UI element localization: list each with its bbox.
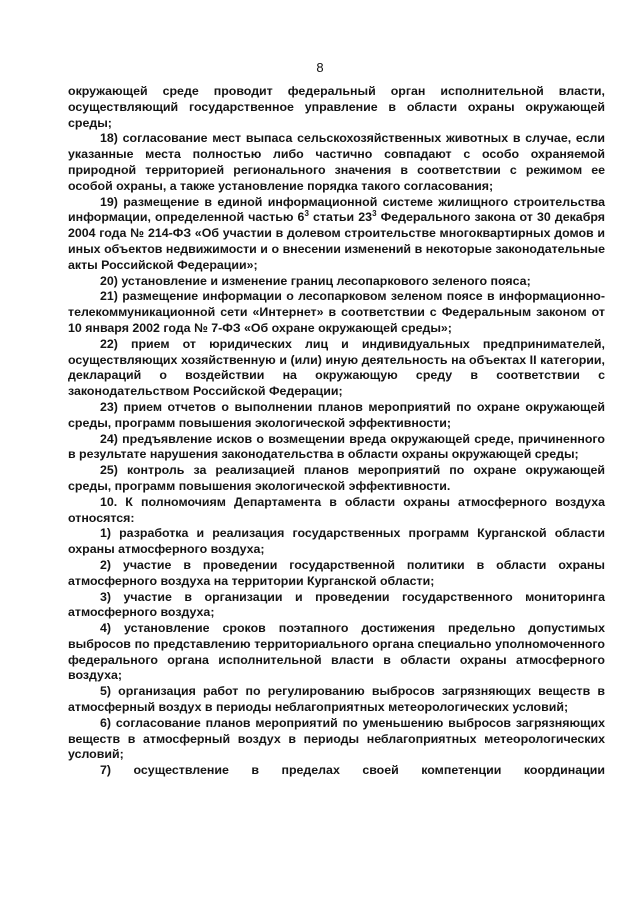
paragraph-subitem-5: 5) организация работ по регулированию выбросов загрязняющих веществ в атмосферный воздух в периоды неблагоприятных метеорологических условий;	[68, 684, 605, 715]
document-body	[68, 84, 605, 779]
paragraph-subitem-2: 2) участие в проведении государственной политики в области охраны атмосферного воздуха на территории Курганской области;	[68, 557, 605, 588]
paragraph-item-24: 24) предъявление исков о возмещении вреда окружающей среде, причиненного в результате нарушения законодательства в области охраны окружающей среды;	[68, 431, 605, 462]
paragraph-item-18: 18) согласование мест выпаса сельскохозяйственных животных в случае, если указанные места полностью либо частично совпадают с особо охраняемой природной территорией регионального значения в соответствии с режимом ее особой охраны, а также установление порядка такого согласования;	[68, 131, 605, 193]
paragraph-item-21: 21) размещение информации о лесопарковом зеленом поясе в информационно-телекоммуникационной сети «Интернет» в соответствии с Федеральным законом от 10 января 2002 года № 7-ФЗ «Об охране окружающей среды»;	[68, 289, 605, 335]
paragraph-item-22: 22) прием от юридических лиц и индивидуальных предпринимателей, осуществляющих хозяйственную и (или) иную деятельность на объектах II категории, деклараций о воздействии на окружающую среду в соответствии с законодательством Российской Федерации;	[68, 336, 605, 399]
paragraph-item-20: 20) установление и изменение границ лесопаркового зеленого пояса;	[100, 273, 531, 288]
item-19-text-mid: статьи 23	[308, 210, 373, 225]
paragraph-item-23: 23) прием отчетов о выполнении планов мероприятий по охране окружающей среды, программ повышения экологической эффективности;	[68, 399, 605, 430]
paragraph-subitem-6: 6) согласование планов мероприятий по уменьшению выбросов загрязняющих веществ в атмосферный воздух в периоды неблагоприятных метеорологических условий;	[68, 715, 605, 762]
item-19-text-start: 19) размещение в единой информационной системе жилищного строительства информации, определенной частью 6	[68, 194, 605, 225]
page-number: 8	[316, 60, 324, 75]
paragraph-subitem-4: 4) установление сроков поэтапного достижения предельно допустимых выбросов по представлению территориального органа специально уполномоченного федерального органа исполнительной власти в области охраны атмосферного воздуха;	[68, 621, 605, 683]
paragraph-item-25: 25) контроль за реализацией планов мероприятий по охране окружающей среды, программ повышения экологической эффективности.	[68, 463, 605, 493]
superscript: 3	[304, 209, 309, 219]
paragraph-continuation: окружающей среде проводит федеральный орган исполнительной власти, осуществляющий государственное управление в области охраны окружающей среды;	[68, 84, 605, 130]
paragraph-section-10: 10. К полномочиям Департамента в области охраны атмосферного воздуха относятся:	[68, 494, 605, 525]
paragraph-subitem-1: 1) разработка и реализация государственных программ Курганской области охраны атмосферного воздуха;	[68, 526, 605, 557]
paragraph-subitem-3: 3) участие в организации и проведении государственного мониторинга атмосферного воздуха;	[68, 589, 605, 620]
superscript: 3	[372, 209, 377, 219]
paragraph-subitem-7: 7) осуществление в пределах своей компетенции координации	[100, 763, 605, 778]
paragraph-item-19	[68, 195, 605, 274]
item-19-text-end: Федерального закона от 30 декабря 2004 года № 214-ФЗ «Об участии в долевом строительстве многоквартирных домов и иных объектов недвижимости и о внесении изменений в некоторые законодательные акты Российской Федерации»;	[68, 210, 605, 272]
